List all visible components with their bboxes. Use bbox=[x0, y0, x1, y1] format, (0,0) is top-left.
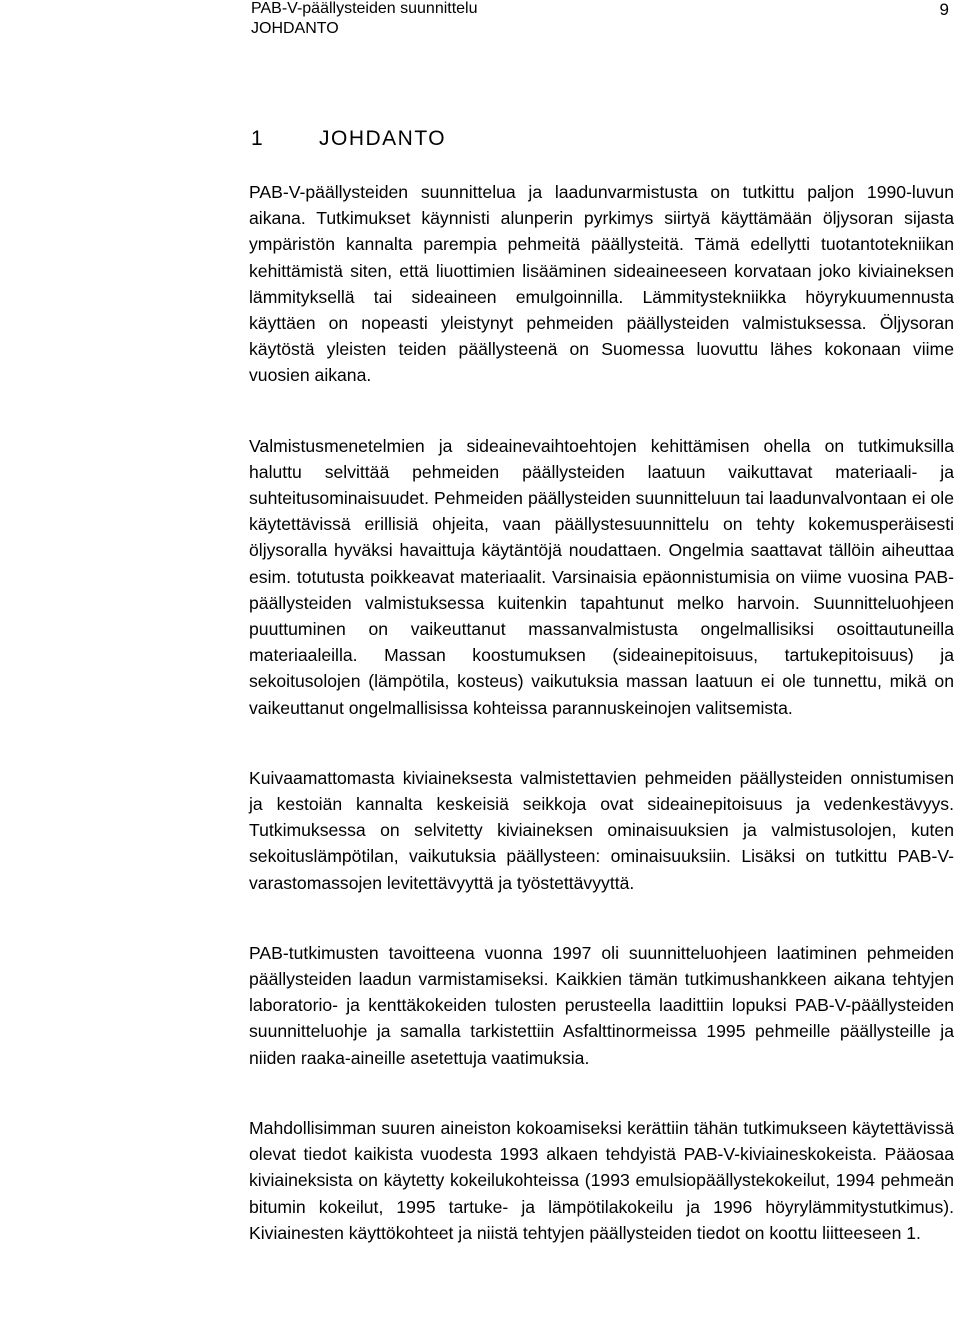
paragraph: PAB-tutkimusten tavoitteena vuonna 1997 oli suunnitteluohjeen laatiminen pehmeiden päällysteiden laadun varmistamiseksi. Kaikkien tämän tutkimushankkeen aikana tehtyjen laboratorio- ja kenttäkokeiden tulosten perusteella laadittiin lopuksi PAB-V-päällysteiden suunnitteluohje ja samalla tarkistettiin Asfalttinormeissa 1995 pehmeille päällysteille ja niiden raaka-aineille asetettuja vaatimuksia. bbox=[249, 942, 954, 1068]
paragraph: Valmistusmenetelmien ja sideainevaihtoehtojen kehittämisen ohella on tutkimuksilla haluttu selvittää pehmeiden päällysteiden laatuun vaikuttavat materiaali- ja suhteitusominaisuudet. Pehmeiden päällysteiden suunnitteluun tai laadunvalvontaan ei ole käytettävissä erillisiä ohjeita, vaan päällystesuunnittelu on tehty kokemusperäisesti öljysoralla hyväksi havaittuja käytäntöjä noudattaen. Ongelmia saattavat tällöin aiheuttaa esim. totutusta poikkeavat materiaalit. Varsinaisia epäonnistumisia on viime vuosina PAB-päällysteiden valmistuksessa kuitenkin tapahtunut melko harvoin. Suunnitteluohjeen puuttuminen on vaikeuttanut massanvalmistusta ongelmallisiksi osoittautuneilla materiaaleilla. Massan koostumuksen (sideainepitoisuus, tartukepitoisuus) ja sekoitusolojen (lämpötila, kosteus) vaikutuksia massan laatuun ei ole tunnettu, mikä on vaikeuttanut ongelmallisissa kohteissa parannuskeinojen valitsemista. bbox=[249, 435, 954, 718]
paragraph: Kuivaamattomasta kiviaineksesta valmistettavien pehmeiden päällysteiden onnistumisen ja kestoiän kannalta keskeisiä seikkoja ovat sideainepitoisuus ja vedenkestävyys. Tutkimuksessa on selvitetty kiviaineksen ominaisuuksien ja valmistusolojen, kuten sekoituslämpötilan, vaikutuksia päällysteen: ominaisuuksiin. Lisäksi on tutkittu PAB-V-varastomassojen levitettävyyttä ja työstettävyyttä. bbox=[249, 767, 954, 893]
body-text bbox=[249, 179, 954, 1246]
paragraph: Mahdollisimman suuren aineiston kokoamiseksi kerättiin tähän tutkimukseen käytettävissä olevat tiedot kaikista vuodesta 1993 alkaen tehdyistä PAB-V-kiviaineskokeista. Pääosaa kiviaineksista on käytetty kokeilukohteissa (1993 emulsiopäällystekokeilut, 1994 pehmeän bitumin kokeilut, 1995 tartuke- ja lämpötilakokeilu ja 1996 höyrylämmitystutkimus). Kiviainesten käyttökohteet ja niistä tehtyjen päällysteiden tiedot on koottu liitteeseen 1. bbox=[249, 1117, 954, 1243]
paragraph: PAB-V-päällysteiden suunnittelua ja laadunvarmistusta on tutkittu paljon 1990-luvun aikana. Tutkimukset käynnisti alunperin pyrkimys siirtyä käyttämään öljysoran sijasta ympäristön kannalta parempia pehmeitä päällysteitä. Tämä edellytti tuotantotekniikan kehittämistä siten, että liuottimien lisääminen sideaineeseen korvataan joko kiviaineksen lämmityksellä tai sideaineen emulgoinnilla. Lämmitystekniikka höyrykuumennusta käyttäen on nopeasti yleistynyt pehmeiden päällysteiden valmistuksessa. Öljysoran käytöstä yleisten teiden päällysteenä on Suomessa luovuttu lähes kokonaan viime vuosien aikana. bbox=[249, 182, 954, 386]
running-header-section: JOHDANTO bbox=[251, 20, 339, 37]
chapter-heading bbox=[251, 126, 446, 152]
chapter-title: JOHDANTO bbox=[319, 127, 447, 150]
running-header-title: PAB-V-päällysteiden suunnittelu bbox=[251, 0, 478, 17]
page-number: 9 bbox=[939, 0, 949, 19]
chapter-number: 1 bbox=[251, 127, 265, 150]
page-header bbox=[251, 0, 951, 44]
